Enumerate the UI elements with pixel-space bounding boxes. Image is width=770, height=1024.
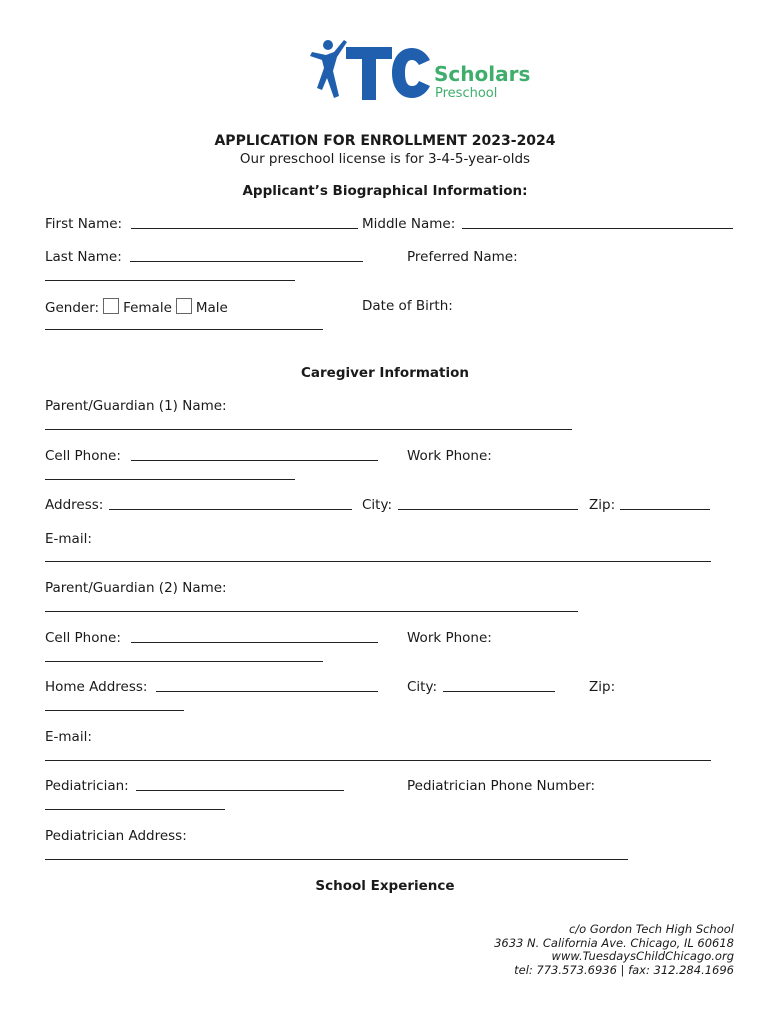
footer-line-phone: tel: 773.573.6936 | fax: 312.284.1696 xyxy=(514,962,734,977)
guardian1-name-label: Parent/Guardian (1) Name: xyxy=(45,398,227,414)
guardian1-zip-field[interactable] xyxy=(620,509,710,510)
first-name-label: First Name: xyxy=(45,216,123,232)
female-checkbox[interactable] xyxy=(103,298,119,314)
contact-footer xyxy=(494,923,734,977)
guardian1-email-label: E-mail: xyxy=(45,531,92,547)
guardian2-home-address-field[interactable] xyxy=(156,691,378,692)
guardian1-address-label: Address: xyxy=(45,497,104,513)
guardian1-city-label: City: xyxy=(362,497,393,513)
guardian2-city-label: City: xyxy=(407,679,438,695)
female-label: Female xyxy=(123,300,172,316)
guardian1-cell-label: Cell Phone: xyxy=(45,448,121,464)
footer-line-street: 3633 N. California Ave. Chicago, IL 60618 xyxy=(494,935,734,950)
logo-word-preschool: Preschool xyxy=(435,86,498,101)
guardian1-zip-label: Zip: xyxy=(589,497,616,513)
logo-letter-t xyxy=(346,47,392,100)
guardian2-work-field[interactable] xyxy=(45,661,323,662)
dob-field[interactable] xyxy=(45,329,323,330)
pediatrician-field[interactable] xyxy=(136,790,344,791)
guardian2-zip-label: Zip: xyxy=(589,679,616,695)
footer-line-address: c/o Gordon Tech High School xyxy=(568,922,734,936)
tc-scholars-logo xyxy=(308,38,538,104)
guardian1-address-field[interactable] xyxy=(109,509,352,510)
guardian1-name-field[interactable] xyxy=(45,429,572,430)
guardian2-name-field[interactable] xyxy=(45,611,578,612)
gender-label xyxy=(45,298,228,316)
guardian2-cell-field[interactable] xyxy=(131,642,378,643)
preferred-name-label: Preferred Name: xyxy=(407,249,518,265)
dob-label: Date of Birth: xyxy=(362,298,453,314)
biographical-heading: Applicant’s Biographical Information: xyxy=(242,183,528,199)
jumping-child-icon xyxy=(310,40,347,98)
pediatrician-label: Pediatrician: xyxy=(45,778,129,794)
gender-text: Gender: xyxy=(45,300,100,316)
logo-letter-c xyxy=(392,48,430,98)
logo-word-scholars: Scholars xyxy=(434,62,531,86)
page-title: APPLICATION FOR ENROLLMENT 2023-2024 xyxy=(214,133,556,149)
guardian1-email-field[interactable] xyxy=(45,561,711,562)
last-name-label: Last Name: xyxy=(45,249,122,265)
guardian1-work-label: Work Phone: xyxy=(407,448,492,464)
pediatrician-phone-label: Pediatrician Phone Number: xyxy=(407,778,596,794)
guardian2-email-field[interactable] xyxy=(45,760,711,761)
guardian2-home-address-label: Home Address: xyxy=(45,679,148,695)
male-checkbox[interactable] xyxy=(176,298,192,314)
guardian1-work-field[interactable] xyxy=(45,479,295,480)
guardian1-cell-field[interactable] xyxy=(131,460,378,461)
guardian2-zip-field[interactable] xyxy=(45,710,184,711)
first-name-field[interactable] xyxy=(131,228,358,229)
last-name-field[interactable] xyxy=(130,261,363,262)
school-experience-heading: School Experience xyxy=(315,878,455,894)
caregiver-heading: Caregiver Information xyxy=(300,365,470,381)
guardian2-email-label: E-mail: xyxy=(45,729,92,745)
footer-line-website: www.TuesdaysChildChicago.org xyxy=(551,949,734,963)
page-subtitle: Our preschool license is for 3-4-5-year-olds xyxy=(239,151,531,167)
guardian2-name-label: Parent/Guardian (2) Name: xyxy=(45,580,227,596)
guardian2-work-label: Work Phone: xyxy=(407,630,492,646)
guardian2-city-field[interactable] xyxy=(443,691,555,692)
middle-name-label: Middle Name: xyxy=(362,216,456,232)
preferred-name-field[interactable] xyxy=(45,280,295,281)
middle-name-field[interactable] xyxy=(462,228,733,229)
pediatrician-phone-field[interactable] xyxy=(45,809,225,810)
pediatrician-address-label: Pediatrician Address: xyxy=(45,828,187,844)
pediatrician-address-field[interactable] xyxy=(45,859,628,860)
guardian1-city-field[interactable] xyxy=(398,509,578,510)
guardian2-cell-label: Cell Phone: xyxy=(45,630,121,646)
male-label: Male xyxy=(195,300,228,316)
